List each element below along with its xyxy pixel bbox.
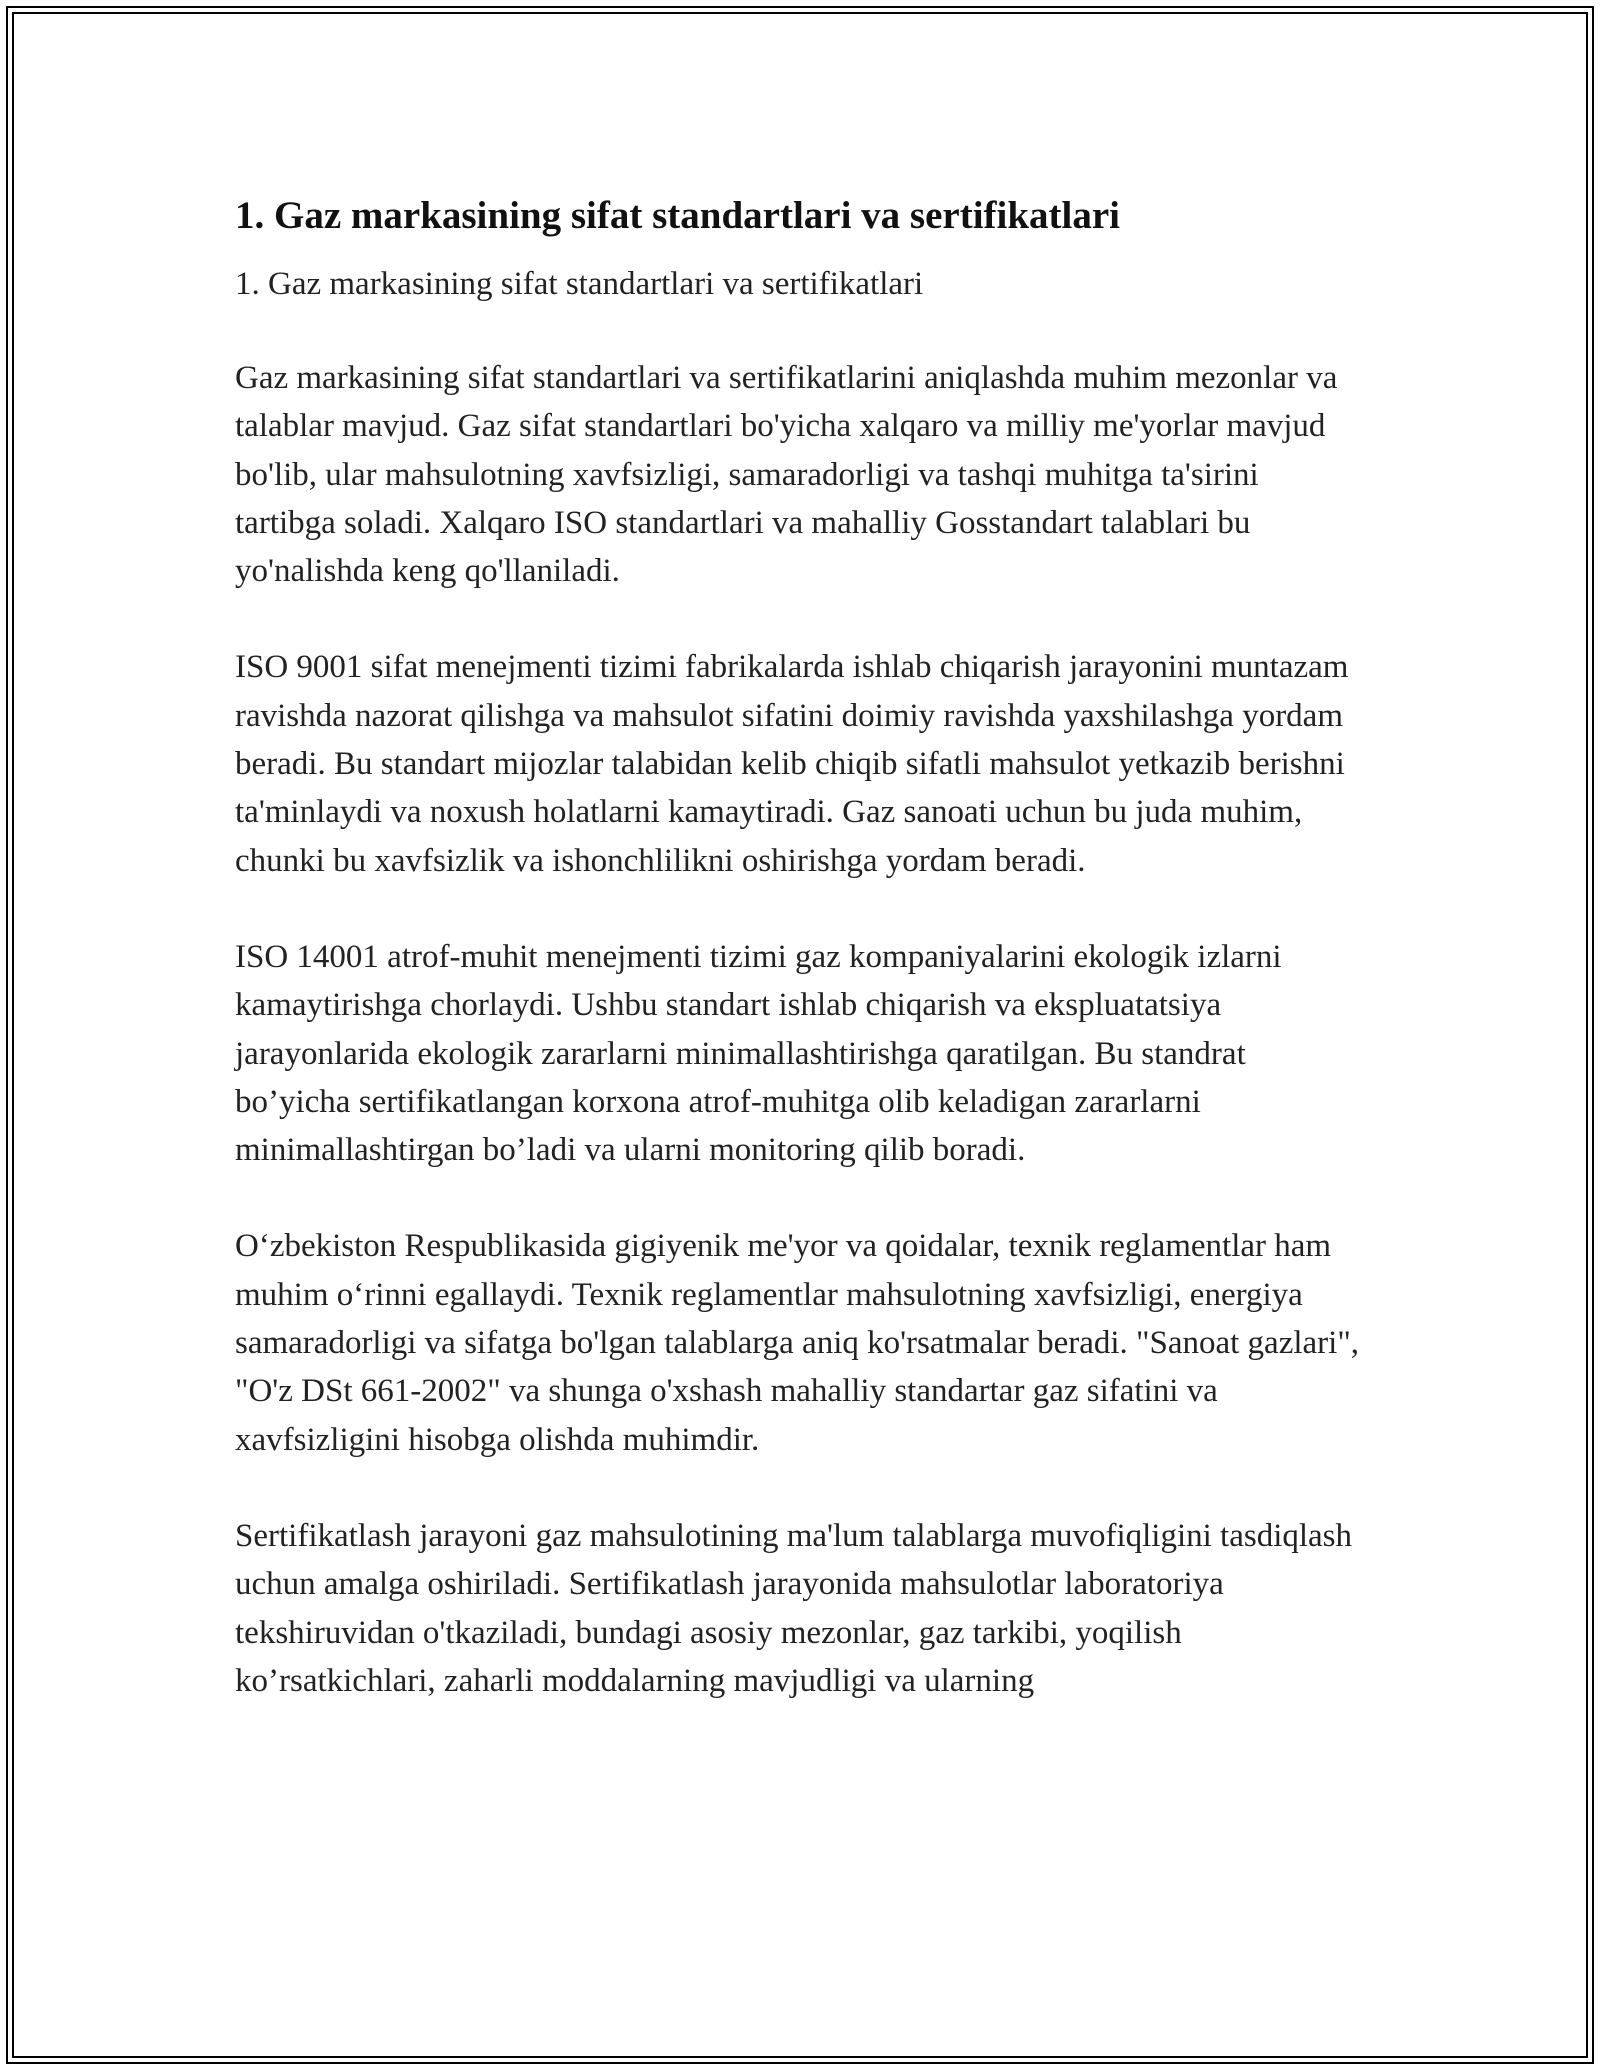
paragraph-certification: Sertifikatlash jarayoni gaz mahsulotining ma'lum talablarga muvofiqligini tasdiqlash uchun amalga oshiriladi. Sertifikatlash jarayonida mahsulotlar laboratoriya tekshiruvidan o'tkaziladi, bundagi asosiy mezonlar, gaz tarkibi, yoqilish ko’rsatkichlari, zaharli moddalarning mavjudligi va ularning (235, 1517, 1353, 1699)
paragraph-intro: Gaz markasining sifat standartlari va sertifikatlarini aniqlashda muhim mezonlar va talablar mavjud. Gaz sifat standartlari bo'yicha xalqaro va milliy me'yorlar mavjud bo'lib, ular mahsulotning xavfsizligi, samaradorligi va tashqi muhitga ta'sirini tartibga soladi. Xalqaro ISO standartlari va mahalliy Gosstandart talablari bu yo'nalishda keng qo'llaniladi. (235, 360, 1338, 590)
document-body (235, 180, 1365, 1705)
page-title: 1. Gaz markasining sifat standartlari va sertifikatlari (235, 194, 1121, 237)
paragraph-iso-9001: ISO 9001 sifat menejmenti tizimi fabrikalarda ishlab chiqarish jarayonini muntazam ravishda nazorat qilishga va mahsulot sifatini doimiy ravishda yaxshilashga yordam beradi. Bu standart mijozlar talabidan kelib chiqib sifatli mahsulot yetkazib berishni ta'minlaydi va noxush holatlarni kamaytiradi. Gaz sanoati uchun bu juda muhim, chunki bu xavfsizlik va ishonchlilikni oshirishga yordam beradi. (235, 649, 1349, 879)
paragraph-iso-14001: ISO 14001 atrof-muhit menejmenti tizimi gaz kompaniyalarini ekologik izlarni kamaytirishga chorlaydi. Ushbu standart ishlab chiqarish va ekspluatatsiya jarayonlarida ekologik zararlarni minimallashtirishga qaratilgan. Bu standrat bo’yicha sertifikatlangan korxona atrof-muhitga olib keladigan zararlarni minimallashtirgan bo’ladi va ularni monitoring qilib boradi. (235, 938, 1282, 1169)
section-subtitle: 1. Gaz markasining sifat standartlari va sertifikatlari (235, 266, 924, 302)
paragraph-uzbekistan-regulations: O‘zbekiston Respublikasida gigiyenik me'yor va qoidalar, texnik reglamentlar ham muhim o‘rinni egallaydi. Texnik reglamentlar mahsulotning xavfsizligi, energiya samaradorligi va sifatga bo'lgan talablarga aniq ko'rsatmalar beradi. "Sanoat gazlari", "O'z DSt 661-2002" va shunga o'xshash mahalliy standartar gaz sifatini va xavfsizligini hisobga olishda muhimdir. (235, 1228, 1360, 1458)
